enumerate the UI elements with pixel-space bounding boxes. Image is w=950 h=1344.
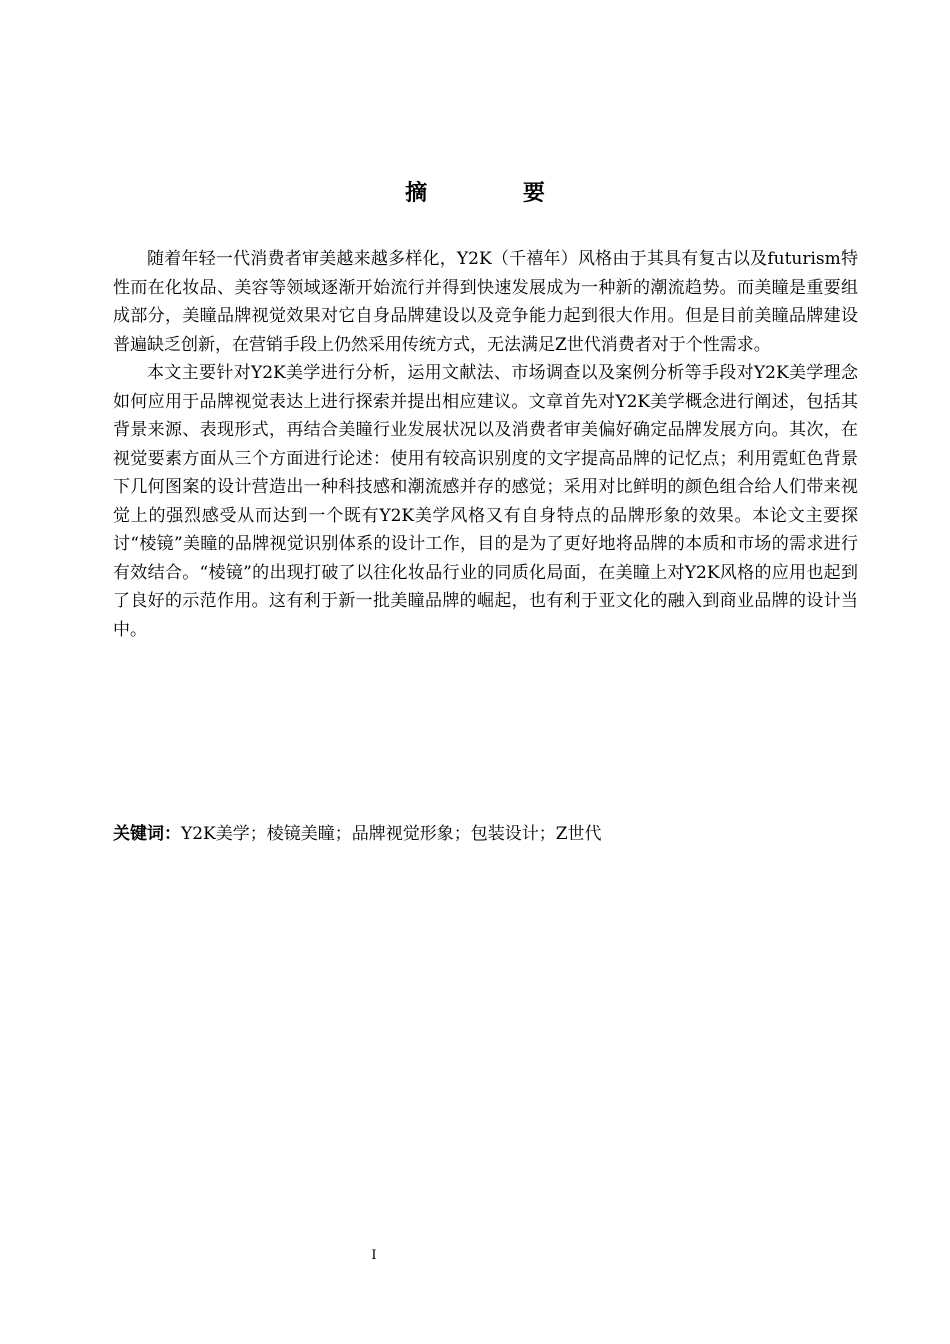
abstract-body [113,245,858,644]
keywords-line [113,820,858,848]
keywords-value: Y2K美学；棱镜美瞳；品牌视觉形象；包装设计；Z世代 [181,824,602,844]
abstract-title: 摘 要 [405,181,589,206]
keywords-label: 关键词： [113,824,181,844]
abstract-paragraph-1: 随着年轻一代消费者审美越来越多样化，Y2K（千禧年）风格由于其具有复古以及futurism特性而在化妆品、美容等领域逐渐开始流行并得到快速发展成为一种新的潮流趋势。而美瞳是重要组成部分，美瞳品牌视觉效果对它自身品牌建设以及竞争能力起到很大作用。但是目前美瞳品牌建设普遍缺乏创新，在营销手段上仍然采用传统方式，无法满足Z世代消费者对于个性需求。 [113,249,858,355]
page-number: I [371,1248,377,1263]
abstract-paragraph-2: 本文主要针对Y2K美学进行分析，运用文献法、市场调查以及案例分析等手段对Y2K美学理念如何应用于品牌视觉表达上进行探索并提出相应建议。文章首先对Y2K美学概念进行阐述，包括其背景来源、表现形式，再结合美瞳行业发展状况以及消费者审美偏好确定品牌发展方向。其次，在视觉要素方面从三个方面进行论述：使用有较高识别度的文字提高品牌的记忆点；利用霓虹色背景下几何图案的设计营造出一种科技感和潮流感并存的感觉；采用对比鲜明的颜色组合给人们带来视觉上的强烈感受从而达到一个既有Y2K美学风格又有自身特点的品牌形象的效果。本论文主要探讨“棱镜”美瞳的品牌视觉识别体系的设计工作，目的是为了更好地将品牌的本质和市场的需求进行有效结合。“棱镜”的出现打破了以往化妆品行业的同质化局面，在美瞳上对Y2K风格的应用也起到了良好的示范作用。这有利于新一批美瞳品牌的崛起，也有利于亚文化的融入到商业品牌的设计当中。 [113,363,858,640]
